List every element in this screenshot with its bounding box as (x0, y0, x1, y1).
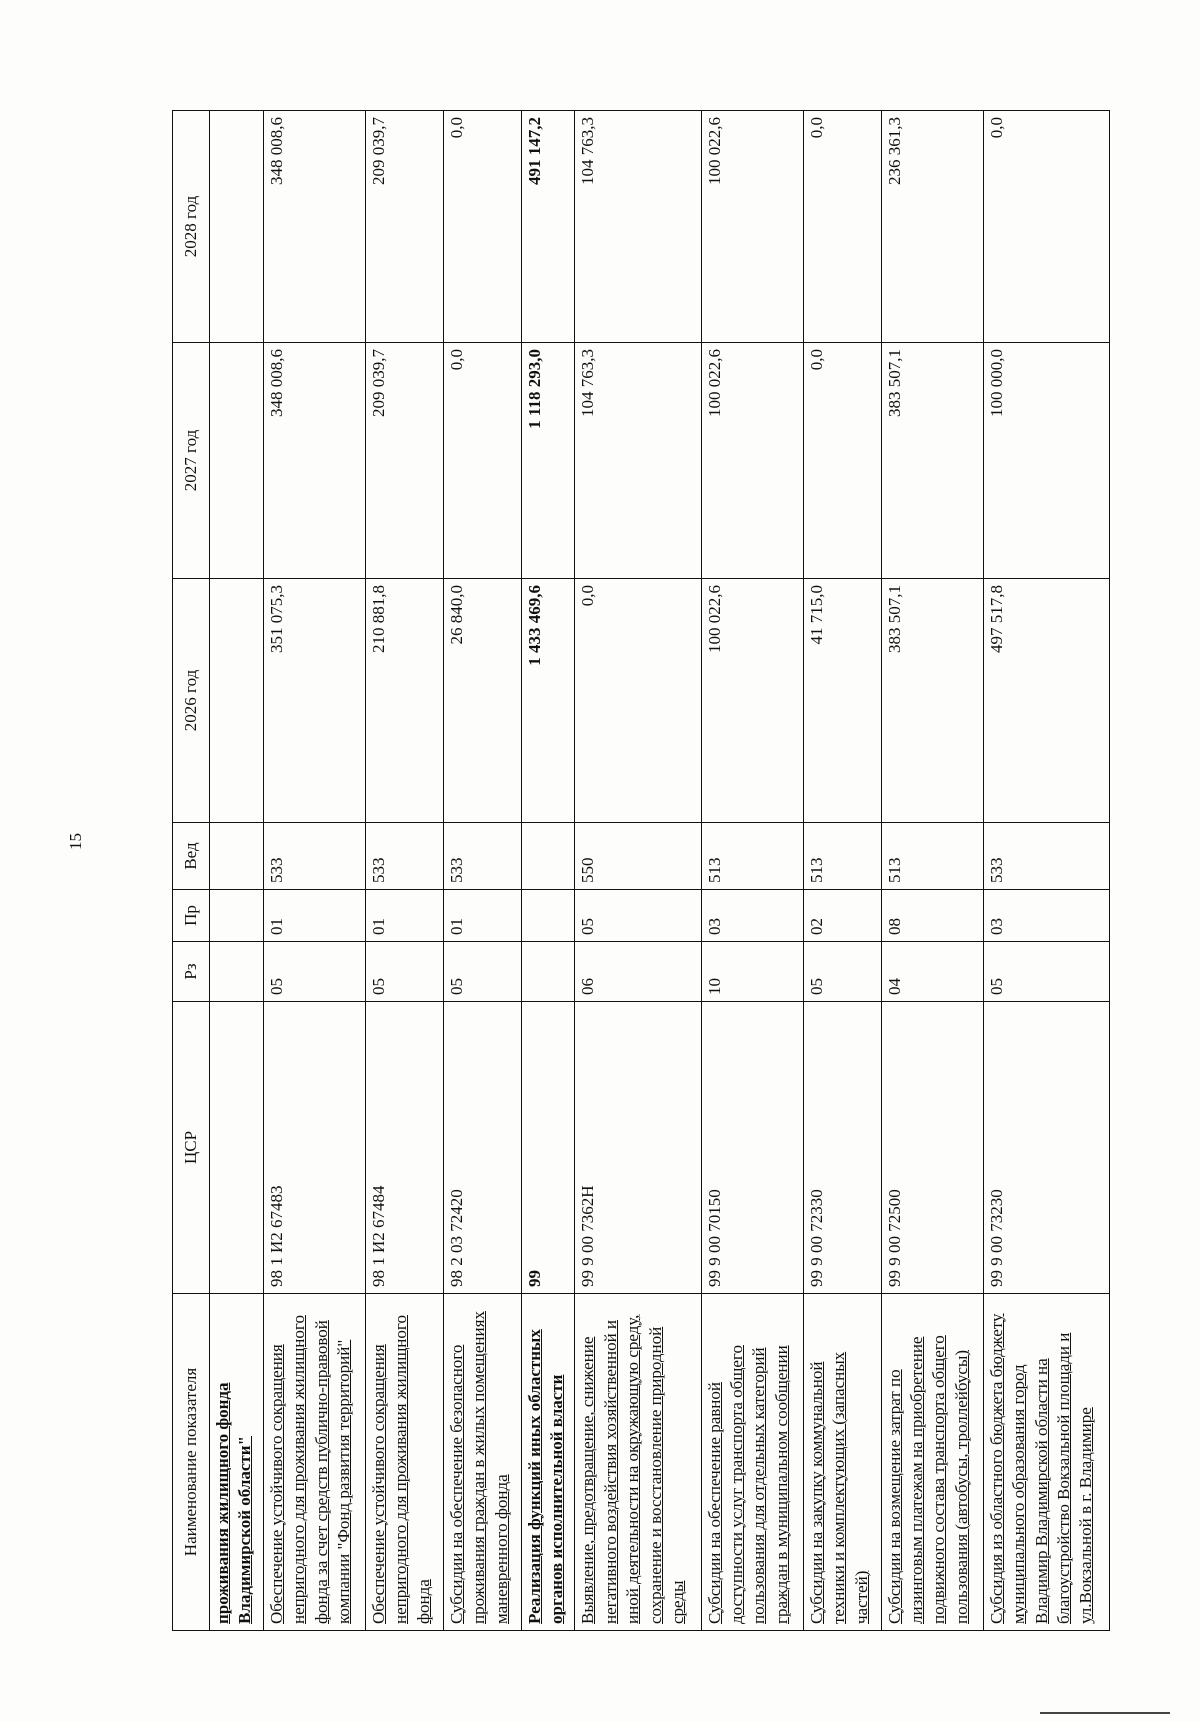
header-rz: Рз (173, 942, 210, 1002)
cell-pr: 03 (701, 890, 803, 942)
cell-name: Субсидии на закупку коммунальной техники и комплектующих (запасных частей) (803, 1294, 881, 1631)
cell-y2028: 491 147,2 (521, 111, 575, 343)
cell-y2026: 1 433 469,6 (521, 579, 575, 823)
cell-y2028: 0,0 (443, 111, 521, 343)
cell-pr (521, 890, 575, 942)
table-row (521, 111, 575, 1631)
cell-ved: 533 (983, 823, 1109, 890)
header-ved: Вед (173, 823, 210, 890)
cell-ved: 513 (881, 823, 983, 890)
cell-y2026: 0,0 (575, 579, 701, 823)
cell-name: Обеспечение устойчивого сокращения непригодного для проживания жилищного фонда за счет средств публично-правовой компании "Фонд развития территорий" (263, 1294, 365, 1631)
cell-name: Субсидии на возмещение затрат по лизинговым платежам на приобретение подвижного состава транспорта общего пользования (автобусы, троллейбусы) (881, 1294, 983, 1631)
table-row (881, 111, 983, 1631)
cell-y2026: 497 517,8 (983, 579, 1109, 823)
cell-y2026: 26 840,0 (443, 579, 521, 823)
cell-pr: 01 (263, 890, 365, 942)
cell-y2026: 41 715,0 (803, 579, 881, 823)
cell-pr (210, 890, 264, 942)
cell-ved: 513 (803, 823, 881, 890)
header-name: Наименование показателя (173, 1294, 210, 1631)
cell-y2026 (210, 579, 264, 823)
table-row (365, 111, 443, 1631)
cell-name: Субсидия из областного бюджета бюджету муниципального образования город Владимир Владимирской области на благоустройство Вокзальной площади и ул.Вокзальной в г. Владимире (983, 1294, 1109, 1631)
header-2027: 2027 год (173, 343, 210, 579)
cell-csr: 99 9 00 70150 (701, 1002, 803, 1294)
cell-y2027: 100 000,0 (983, 343, 1109, 579)
cell-y2028: 236 361,3 (881, 111, 983, 343)
cell-csr: 98 1 И2 67484 (365, 1002, 443, 1294)
budget-table (172, 110, 1110, 1631)
cell-csr: 98 1 И2 67483 (263, 1002, 365, 1294)
cell-y2027 (210, 343, 264, 579)
cell-name: Реализация функций иных областных органов исполнительной власти (521, 1294, 575, 1631)
cell-rz (521, 942, 575, 1002)
cell-csr: 99 9 00 72500 (881, 1002, 983, 1294)
cell-rz: 05 (803, 942, 881, 1002)
cell-name: Субсидии на обеспечение равной доступности услуг транспорта общего пользования для отдельных категорий граждан в муниципальном сообщении (701, 1294, 803, 1631)
cell-csr: 99 9 00 72330 (803, 1002, 881, 1294)
table-row (263, 111, 365, 1631)
cell-pr: 01 (443, 890, 521, 942)
cell-name: Выявление, предотвращение, снижение негативного воздействия хозяйственной и иной деятельности на окружающую среду, сохранение и восстановление природной среды (575, 1294, 701, 1631)
cell-y2028: 0,0 (803, 111, 881, 343)
cell-pr: 01 (365, 890, 443, 942)
cell-ved: 533 (365, 823, 443, 890)
header-2026: 2026 год (173, 579, 210, 823)
cell-y2028: 0,0 (983, 111, 1109, 343)
cell-y2026: 383 507,1 (881, 579, 983, 823)
cell-rz: 04 (881, 942, 983, 1002)
cell-y2026: 351 075,3 (263, 579, 365, 823)
table-header-row (173, 111, 210, 1631)
cell-rz: 05 (365, 942, 443, 1002)
cell-pr: 03 (983, 890, 1109, 942)
cell-pr: 08 (881, 890, 983, 942)
cell-y2027: 104 763,3 (575, 343, 701, 579)
cell-ved: 550 (575, 823, 701, 890)
cell-rz: 10 (701, 942, 803, 1002)
table-row (983, 111, 1109, 1631)
cell-name: Обеспечение устойчивого сокращения непригодного для проживания жилищного фонда (365, 1294, 443, 1631)
table-row (701, 111, 803, 1631)
table-row (575, 111, 701, 1631)
cell-y2026: 210 881,8 (365, 579, 443, 823)
cell-y2028 (210, 111, 264, 343)
table-row (443, 111, 521, 1631)
cell-y2027: 348 008,6 (263, 343, 365, 579)
cell-pr: 05 (575, 890, 701, 942)
cell-rz: 05 (263, 942, 365, 1002)
table-row (803, 111, 881, 1631)
cell-y2027: 0,0 (443, 343, 521, 579)
cell-y2026: 100 022,6 (701, 579, 803, 823)
cell-y2027: 383 507,1 (881, 343, 983, 579)
header-2028: 2028 год (173, 111, 210, 343)
cell-csr: 99 (521, 1002, 575, 1294)
cell-y2028: 209 039,7 (365, 111, 443, 343)
table-row (210, 111, 264, 1631)
cell-rz: 06 (575, 942, 701, 1002)
cell-ved: 533 (443, 823, 521, 890)
cell-csr (210, 1002, 264, 1294)
cell-csr: 98 2 03 72420 (443, 1002, 521, 1294)
cell-name: Субсидии на обеспечение безопасного проживания граждан в жилых помещениях маневренного фонда (443, 1294, 521, 1631)
cell-y2028: 348 008,6 (263, 111, 365, 343)
cell-rz (210, 942, 264, 1002)
page-number: 15 (66, 833, 85, 850)
cell-ved: 513 (701, 823, 803, 890)
cell-name: проживания жилищного фонда Владимирской области" (210, 1294, 264, 1631)
cell-y2027: 1 118 293,0 (521, 343, 575, 579)
cell-y2027: 100 022,6 (701, 343, 803, 579)
cell-rz: 05 (983, 942, 1109, 1002)
table-body (210, 111, 1110, 1631)
rotated-table-container (172, 111, 1110, 1631)
cell-ved: 533 (263, 823, 365, 890)
cell-pr: 02 (803, 890, 881, 942)
header-csr: ЦСР (173, 1002, 210, 1294)
cell-rz: 05 (443, 942, 521, 1002)
cell-ved (521, 823, 575, 890)
cell-y2028: 100 022,6 (701, 111, 803, 343)
cell-ved (210, 823, 264, 890)
cell-csr: 99 9 00 73230 (983, 1002, 1109, 1294)
cell-y2027: 0,0 (803, 343, 881, 579)
cell-y2027: 209 039,7 (365, 343, 443, 579)
cell-y2028: 104 763,3 (575, 111, 701, 343)
header-pr: Пр (173, 890, 210, 942)
cell-csr: 99 9 00 7362Н (575, 1002, 701, 1294)
scan-artifact-line (1040, 1712, 1170, 1714)
